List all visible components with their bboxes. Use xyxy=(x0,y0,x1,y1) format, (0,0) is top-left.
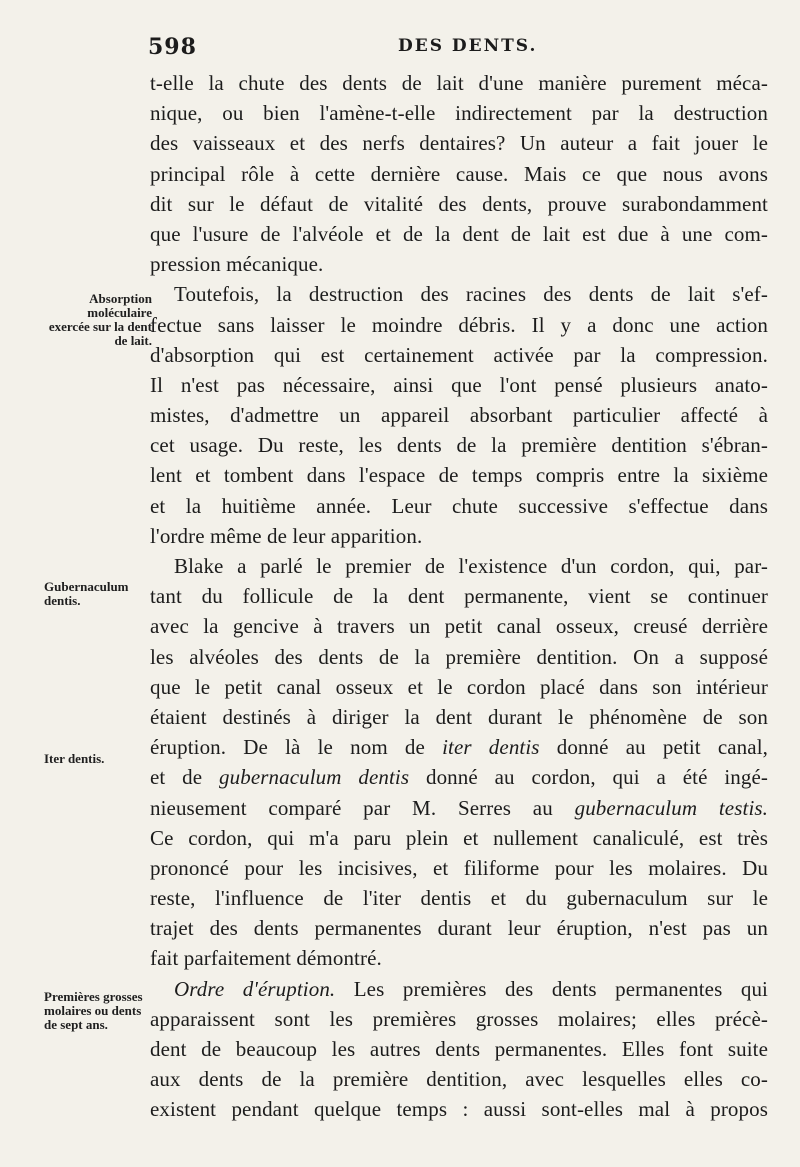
text-segment: donné au petit canal, xyxy=(539,735,768,760)
text-line: Il n'est pas nécessaire, ainsi que l'ont pensé plusieurs anato- xyxy=(150,372,768,397)
italic-heading-ordre-eruption: Ordre d'éruption. xyxy=(174,976,336,1001)
text-segment: et de xyxy=(150,765,220,790)
text-line: cet usage. Du reste, les dents de la première dentition s'ébran- xyxy=(150,433,768,458)
text-line: que l'usure de l'alvéole et de la dent de lait est due à une com- xyxy=(150,221,768,246)
text-line: aux dents de la première dentition, avec lesquelles elles co- xyxy=(150,1067,768,1092)
text-line: existent pendant quelque temps : aussi sont-elles mal à propos xyxy=(150,1097,768,1122)
text-line: principal rôle à cette dernière cause. Mais ce que nous avons xyxy=(150,161,768,186)
text-line: reste, l'influence de l'iter dentis et du gubernaculum sur le xyxy=(150,886,768,911)
margin-note-gubernaculum: Gubernaculum dentis. xyxy=(44,579,129,608)
text-line xyxy=(150,974,768,1004)
text-segment: éruption. De là le nom de xyxy=(150,735,443,760)
text-line: Blake a parlé le premier de l'existence d'un cordon, qui, par- xyxy=(174,554,768,578)
text-line xyxy=(150,793,768,823)
text-line: t-elle la chute des dents de lait d'une manière purement méca- xyxy=(150,71,768,95)
text-line: pression mécanique. xyxy=(150,252,324,277)
text-line: étaient destinés à diriger la dent durant le phénomène de son xyxy=(150,704,768,729)
text-line: dit sur le défaut de vitalité des dents, prouve surabondamment xyxy=(150,191,768,216)
text-line: trajet des dents permanentes durant leur éruption, n'est pas un xyxy=(150,916,768,941)
text-line: les alvéoles des dents de la première dentition. On a supposé xyxy=(150,644,768,669)
body-text xyxy=(150,68,768,1125)
text-line: d'absorption qui est certainement activée par la compression. xyxy=(150,342,768,367)
text-line: nique, ou bien l'amène-t-elle indirectement par la destruction xyxy=(150,101,768,126)
text-line: fectue sans laisser le moindre débris. Il y a donc une action xyxy=(150,312,768,337)
text-line: l'ordre même de leur apparition. xyxy=(150,523,423,548)
text-line: lent et tombent dans l'espace de temps compris entre la sixième xyxy=(150,463,768,488)
text-line: et la huitième année. Leur chute successive s'effectue dans xyxy=(150,493,768,518)
text-line: prononcé pour les incisives, et filiforme pour les molaires. Du xyxy=(150,855,768,880)
text-line: apparaissent sont les premières grosses molaires; elles précè- xyxy=(150,1006,768,1031)
text-line: dent de beaucoup les autres dents permanentes. Elles font suite xyxy=(150,1037,768,1061)
margin-note-premieres-molaires: Premières grosses molaires ou dents de sept ans. xyxy=(44,989,143,1032)
text-line: que le petit canal osseux et le cordon placé dans son intérieur xyxy=(150,674,768,699)
italic-term-gubernaculum-dentis: gubernaculum dentis xyxy=(219,765,410,790)
italic-term-iter-dentis: iter dentis xyxy=(442,735,540,760)
text-line: tant du follicule de la dent permanente, vient se continuer xyxy=(150,584,768,609)
text-line: des vaisseaux et des nerfs dentaires? Un auteur a fait jouer le xyxy=(150,131,768,156)
text-line: avec la gencive à travers un petit canal osseux, creusé derrière xyxy=(150,614,768,639)
text-segment: nieusement comparé par M. Serres au xyxy=(150,795,575,820)
italic-term-gubernaculum-testis: gubernaculum testis. xyxy=(574,795,768,820)
margin-note-absorption: Absorption moléculaire exercée sur la dent de lait. xyxy=(48,291,152,348)
text-line: Ce cordon, qui m'a paru plein et nullement canaliculé, est très xyxy=(150,825,768,850)
running-title: DES DENTS. xyxy=(398,36,538,56)
page-number: 598 xyxy=(148,34,197,60)
page-header xyxy=(148,34,768,60)
text-segment: donné au cordon, qui a été ingé- xyxy=(409,765,768,790)
text-line xyxy=(150,732,768,762)
margin-note-iter-dentis: Iter dentis. xyxy=(44,751,105,766)
text-line: Toutefois, la destruction des racines des dents de lait s'ef- xyxy=(174,282,768,307)
text-line: mistes, d'admettre un appareil absorbant particulier affecté à xyxy=(150,403,768,428)
text-line: fait parfaitement démontré. xyxy=(150,946,382,971)
text-segment: Les premières des dents permanentes qui xyxy=(335,976,768,1001)
text-line xyxy=(150,762,768,792)
